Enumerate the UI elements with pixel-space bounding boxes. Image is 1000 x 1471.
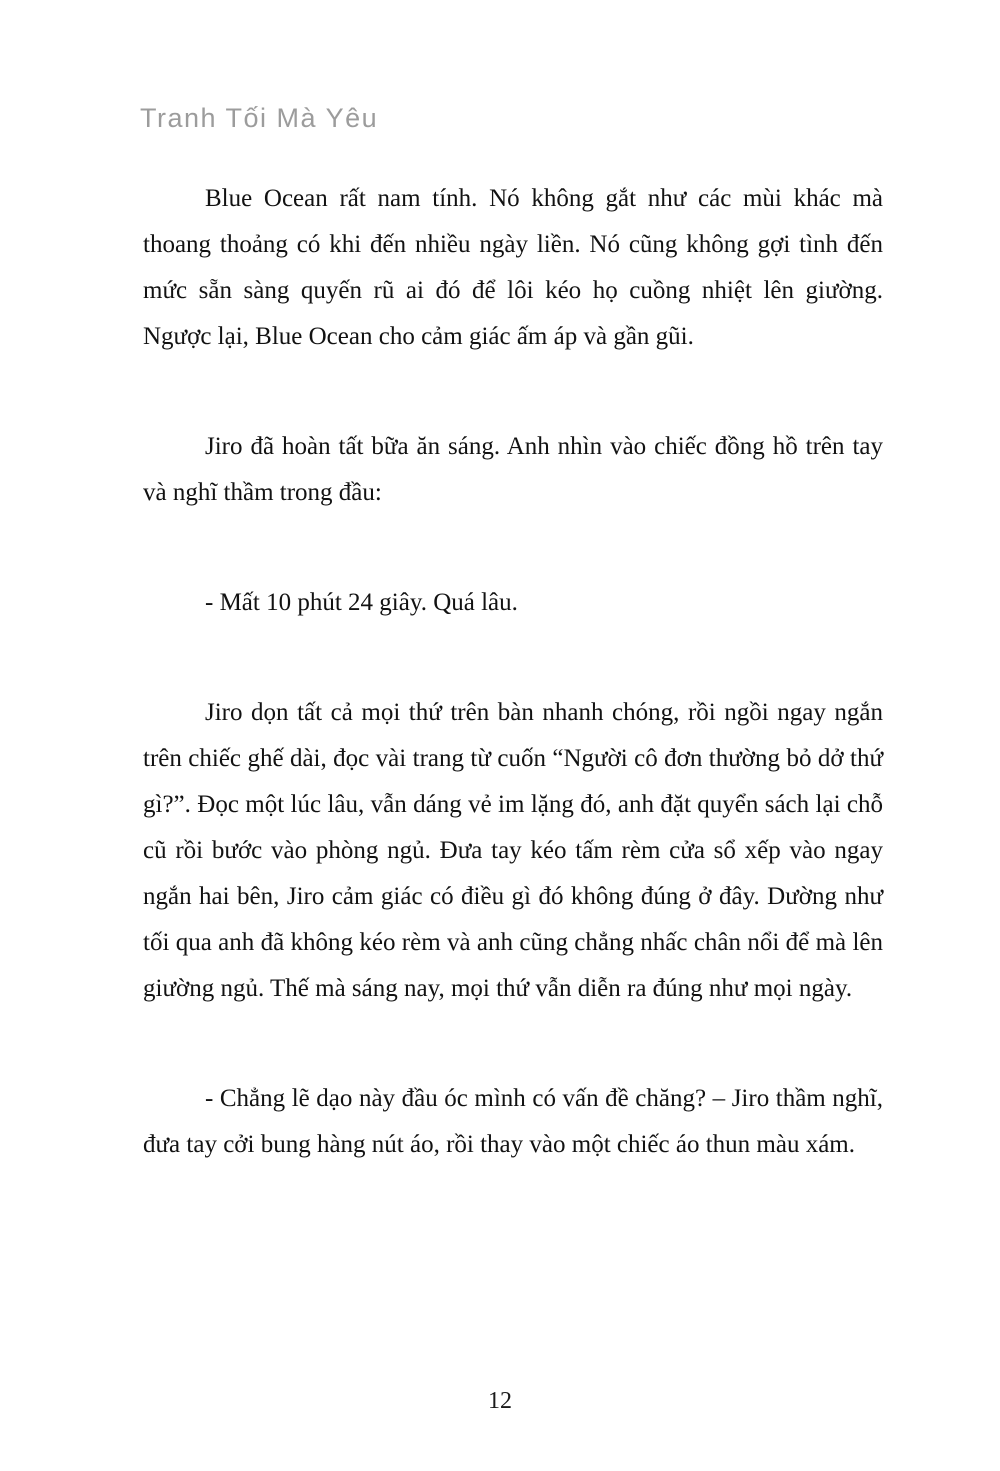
page-content xyxy=(143,176,883,1168)
paragraph: - Mất 10 phút 24 giây. Quá lâu. xyxy=(205,589,518,616)
paragraph: Jiro dọn tất cả mọi thứ trên bàn nhanh chóng, rồi ngồi ngay ngắn trên chiếc ghế dài, đọc vài trang từ cuốn “Người cô đơn thường bỏ dở thứ gì?”. Đọc một lúc lâu, vẫn dáng vẻ im lặng đó, anh đặt quyển sách lại chỗ cũ rồi bước vào phòng ngủ. Đưa tay kéo tấm rèm cửa sổ xếp vào ngay ngắn hai bên, Jiro cảm giác có điều gì đó không đúng ở đây. Dường như tối qua anh đã không kéo rèm và anh cũng chẳng nhấc chân nổi để mà lên giường ngủ. Thế mà sáng nay, mọi thứ vẫn diễn ra đúng như mọi ngày. xyxy=(143,699,883,1002)
paragraph: - Chẳng lẽ dạo này đầu óc mình có vấn đề chăng? – Jiro thầm nghĩ, đưa tay cởi bung hàng nút áo, rồi thay vào một chiếc áo thun màu xám. xyxy=(143,1085,883,1158)
book-title-header: Tranh Tối Mà Yêu xyxy=(140,103,379,133)
paragraph: Jiro đã hoàn tất bữa ăn sáng. Anh nhìn vào chiếc đồng hồ trên tay và nghĩ thầm trong đầu: xyxy=(143,433,883,506)
page-number: 12 xyxy=(488,1388,512,1414)
paragraph: Blue Ocean rất nam tính. Nó không gắt như các mùi khác mà thoang thoảng có khi đến nhiều ngày liền. Nó cũng không gợi tình đến mức sẵn sàng quyến rũ ai đó để lôi kéo họ cuồng nhiệt lên giường. Ngược lại, Blue Ocean cho cảm giác ấm áp và gần gũi. xyxy=(143,185,883,350)
